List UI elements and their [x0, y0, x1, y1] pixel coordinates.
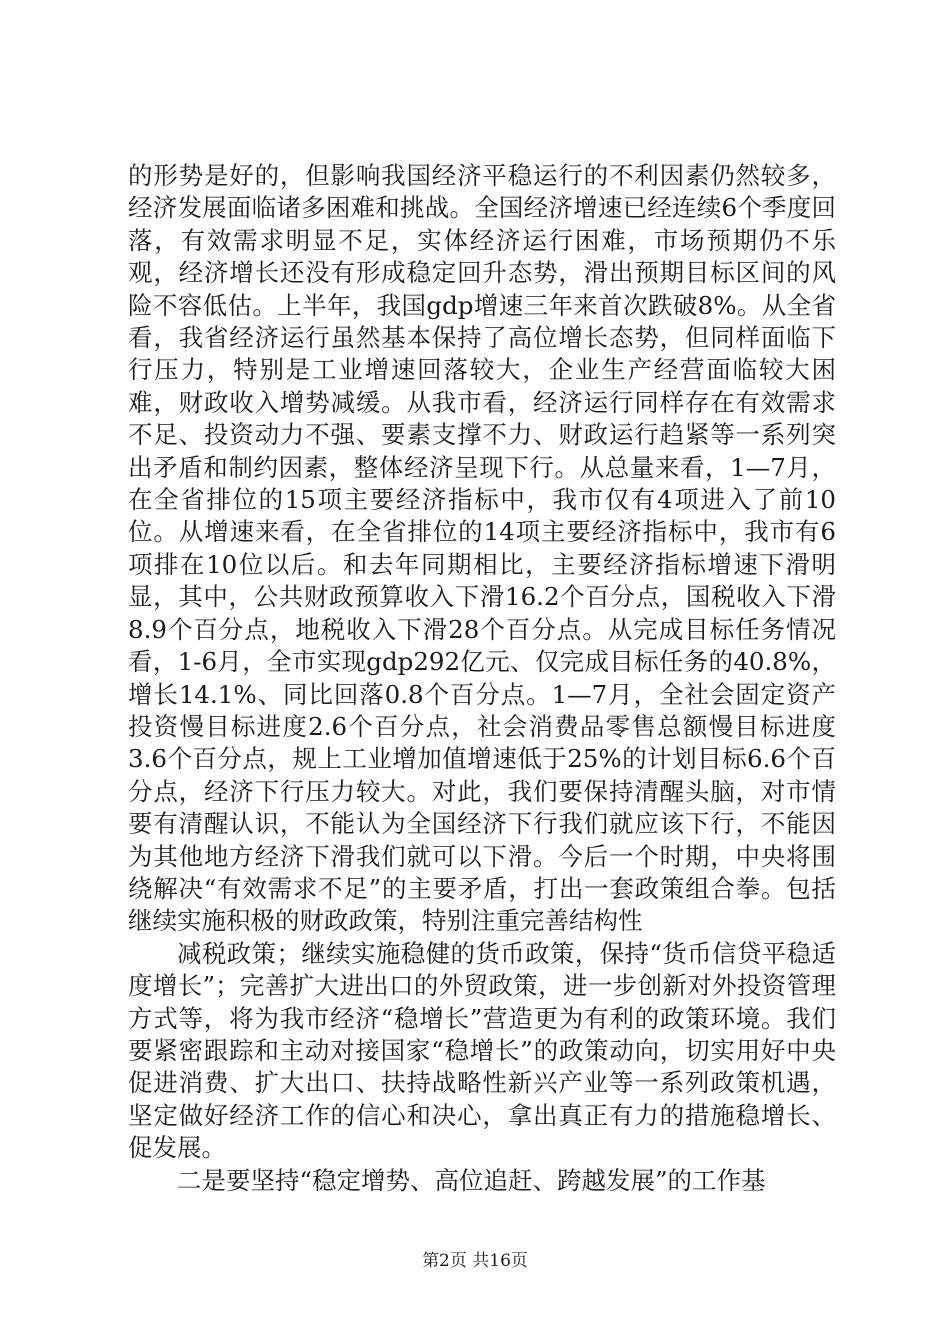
paragraph-2: 减税政策；继续实施稳健的货币政策，保持“货币信贷平稳适度增长”；完善扩大进出口的外贸政策，进一步创新对外投资管理方式等，将为我市经济“稳增长”营造更为有利的政策环境。我们要紧密跟踪和主动对接国家“稳增长”的政策动向，切实用好中央促进消费、扩大出口、扶持战略性新兴产业等一系列政策机遇，坚定做好经济工作的信心和决心，拿出真正有力的措施稳增长、促发展。 [128, 938, 836, 1163]
paragraph-1: 的形势是好的，但影响我国经济平稳运行的不利因素仍然较多，经济发展面临诸多困难和挑战。全国经济增速已经连续6个季度回落，有效需求明显不足，实体经济运行困难，市场预期仍不乐观，经济增长还没有形成稳定回升态势，滑出预期目标区间的风险不容低估。上半年，我国gdp增速三年来首次跌破8%。从全省看，我省经济运行虽然基本保持了高位增长态势，但同样面临下行压力，特别是工业增速回落较大，企业生产经营面临较大困难，财政收入增势减缓。从我市看，经济运行同样存在有效需求不足、投资动力不强、要素支撑不力、财政运行趋紧等一系列突出矛盾和制约因素，整体经济呈现下行。从总量来看，1—7月，在全省排位的15项主要经济指标中，我市仅有4项进入了前10位。从增速来看，在全省排位的14项主要经济指标中，我市有6项排在10位以后。和去年同期相比，主要经济指标增速下滑明显，其中，公共财政预算收入下滑16.2个百分点，国税收入下滑8.9个百分点，地税收入下滑28个百分点。从完成目标任务情况看，1-6月，全市实现gdp292亿元、仅完成目标任务的40.8%，增长14.1%、同比回落0.8个百分点。1—7月，全社会固定资产投资慢目标进度2.6个百分点，社会消费品零售总额慢目标进度3.6个百分点，规上工业增加值增速低于25%的计划目标6.6个百分点，经济下行压力较大。对此，我们要保持清醒头脑，对市情要有清醒认识，不能认为全国经济下行我们就应该下行，不能因为其他地方经济下滑我们就可以下滑。今后一个时期，中央将围绕解决“有效需求不足”的主要矛盾，打出一套政策组合拳。包括继续实施积极的财政政策，特别注重完善结构性 [128, 161, 836, 936]
document-body [128, 160, 836, 1197]
page-number-footer: 第2页 共16页 [422, 1251, 528, 1271]
paragraph-3: 二是要坚持“稳定增势、高位追赶、跨越发展”的工作基 [177, 1165, 766, 1195]
